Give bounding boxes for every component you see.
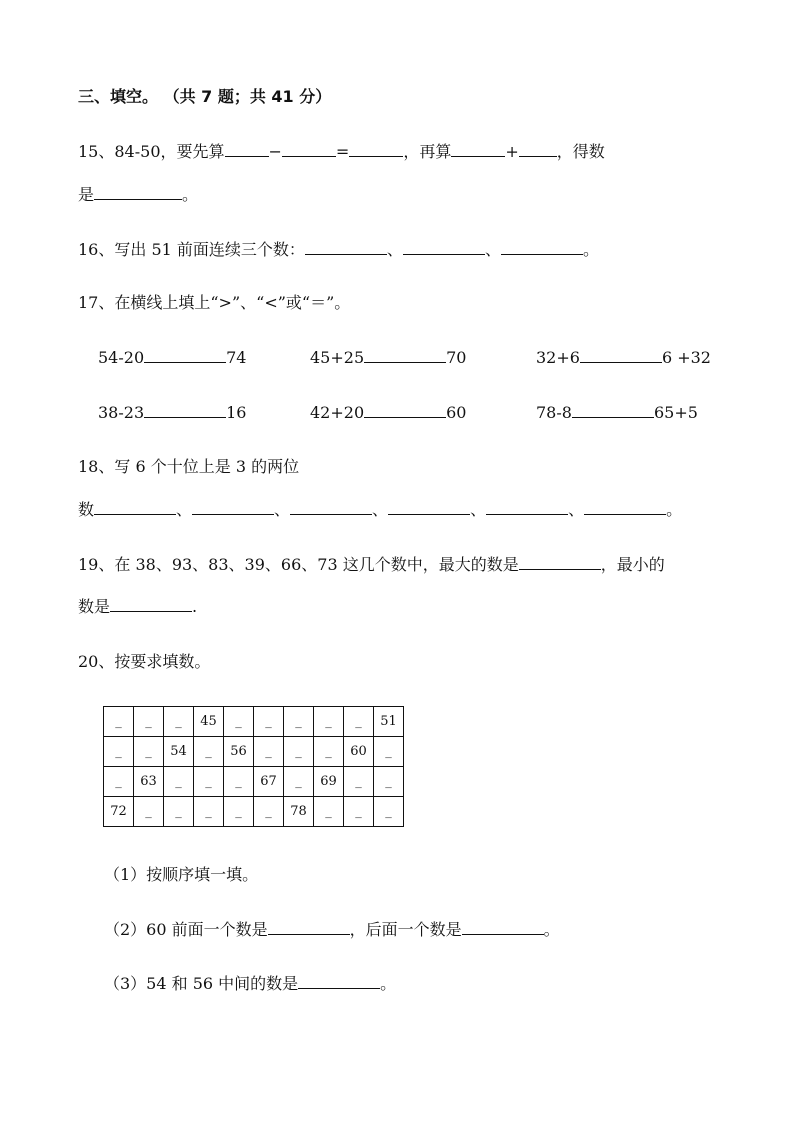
grid-cell[interactable]: _ <box>344 797 374 827</box>
q17-right: 60 <box>446 403 467 422</box>
q18-text2: 数 <box>78 500 95 519</box>
grid-cell[interactable]: _ <box>374 737 404 767</box>
q19-end: . <box>192 597 198 616</box>
question-15-line2 <box>78 184 198 206</box>
grid-cell[interactable]: _ <box>164 797 194 827</box>
question-19-line2 <box>78 596 197 618</box>
q20-text: 按要求填数。 <box>114 652 211 671</box>
section-heading: 三、填空。 （共 7 题；共 41 分） <box>78 87 332 106</box>
question-17 <box>78 292 350 314</box>
grid-cell[interactable]: _ <box>314 737 344 767</box>
grid-cell[interactable]: _ <box>104 737 134 767</box>
q17-blank[interactable] <box>144 347 226 363</box>
q15-blank-2[interactable] <box>282 141 336 157</box>
grid-row <box>104 767 404 797</box>
grid-cell: 54 <box>164 737 194 767</box>
grid-cell[interactable]: _ <box>284 767 314 797</box>
grid-cell: 51 <box>374 707 404 737</box>
q18-blank[interactable] <box>486 499 568 515</box>
q17-blank[interactable] <box>364 347 446 363</box>
q17-item <box>310 402 466 424</box>
grid-cell[interactable]: _ <box>104 707 134 737</box>
grid-cell[interactable]: _ <box>164 707 194 737</box>
grid-cell[interactable]: _ <box>374 767 404 797</box>
q15-blank-5[interactable] <box>519 141 557 157</box>
q19-blank-min[interactable] <box>110 596 192 612</box>
grid-cell[interactable]: _ <box>224 767 254 797</box>
q18-blank[interactable] <box>192 499 274 515</box>
grid-cell: 67 <box>254 767 284 797</box>
grid-cell[interactable]: _ <box>224 707 254 737</box>
q15-blank-3[interactable] <box>349 141 403 157</box>
q20-sub-3-text: （3）54 和 56 中间的数是 <box>104 974 299 993</box>
grid-cell[interactable]: _ <box>224 797 254 827</box>
q16-number: 16、 <box>78 240 115 259</box>
q17-blank[interactable] <box>572 402 654 418</box>
q16-sep-1: 、 <box>386 240 403 259</box>
q16-blank-2[interactable] <box>403 239 485 255</box>
q19-blank-max[interactable] <box>519 554 601 570</box>
q16-blank-3[interactable] <box>501 239 583 255</box>
q15-end: 。 <box>182 185 199 204</box>
q17-right: 74 <box>226 348 247 367</box>
q15-text-c: ，得数 <box>556 142 605 161</box>
number-grid <box>103 706 404 827</box>
q17-item <box>536 347 711 369</box>
q20-sub-2-blank-before[interactable] <box>268 919 350 935</box>
q15-minus: − <box>268 142 282 161</box>
grid-cell[interactable]: _ <box>134 707 164 737</box>
question-18-line2 <box>78 499 682 521</box>
grid-cell[interactable]: _ <box>254 737 284 767</box>
grid-cell[interactable]: _ <box>194 737 224 767</box>
grid-cell[interactable]: _ <box>314 707 344 737</box>
grid-row <box>104 737 404 767</box>
q20-sub-2-text-a: （2）60 前面一个数是 <box>104 920 268 939</box>
q15-text-d: 是 <box>78 185 95 204</box>
grid-cell[interactable]: _ <box>284 707 314 737</box>
q20-sub-1 <box>104 864 258 886</box>
q17-right: 16 <box>226 403 247 422</box>
grid-cell[interactable]: _ <box>134 797 164 827</box>
grid-cell[interactable]: _ <box>284 737 314 767</box>
q18-blank[interactable] <box>388 499 470 515</box>
grid-cell[interactable]: _ <box>344 707 374 737</box>
grid-cell: 56 <box>224 737 254 767</box>
grid-cell[interactable]: _ <box>194 767 224 797</box>
grid-row <box>104 707 404 737</box>
q17-text: 在横线上填上“>”、“<”或“＝”。 <box>114 293 351 312</box>
grid-cell[interactable]: _ <box>254 797 284 827</box>
q16-end: 。 <box>582 240 599 259</box>
q17-blank[interactable] <box>580 347 662 363</box>
q17-item <box>310 347 466 369</box>
q18-blank[interactable] <box>290 499 372 515</box>
q18-text: 写 6 个十位上是 3 的两位 <box>114 457 300 476</box>
q15-text-a: 84-50，要先算 <box>114 142 225 161</box>
q17-left: 38-23 <box>98 403 145 422</box>
question-18-line1 <box>78 456 299 478</box>
question-16 <box>78 239 599 261</box>
q15-text-b: ，再算 <box>403 142 452 161</box>
grid-cell[interactable]: _ <box>104 767 134 797</box>
grid-cell[interactable]: _ <box>254 707 284 737</box>
question-20 <box>78 651 210 673</box>
q19-text2: 数是 <box>78 597 111 616</box>
q15-equals: = <box>335 142 350 161</box>
q18-sep: 、 <box>568 500 585 519</box>
q17-left: 78-8 <box>536 403 572 422</box>
q15-blank-1[interactable] <box>225 141 269 157</box>
q20-sub-2-blank-after[interactable] <box>462 919 544 935</box>
question-19-line1 <box>78 554 665 576</box>
grid-cell: 60 <box>344 737 374 767</box>
grid-cell[interactable]: _ <box>134 737 164 767</box>
q18-number: 18、 <box>78 457 115 476</box>
grid-cell[interactable]: _ <box>164 767 194 797</box>
q17-number: 17、 <box>78 293 115 312</box>
grid-cell: 63 <box>134 767 164 797</box>
q15-blank-6[interactable] <box>94 184 182 200</box>
q18-blank[interactable] <box>584 499 666 515</box>
q17-right: 6 +32 <box>661 348 711 367</box>
grid-cell: 69 <box>314 767 344 797</box>
grid-cell: 78 <box>284 797 314 827</box>
grid-row <box>104 797 404 827</box>
q17-item <box>98 402 246 424</box>
q17-left: 45+25 <box>310 348 365 367</box>
q16-text: 写出 51 前面连续三个数： <box>114 240 305 259</box>
q18-end: 。 <box>666 500 683 519</box>
q17-item <box>536 402 698 424</box>
q20-sub-2-end: 。 <box>543 920 560 939</box>
q18-sep: 、 <box>372 500 389 519</box>
q16-blank-1[interactable] <box>305 239 387 255</box>
q17-item <box>98 347 246 369</box>
q19-text-mid: ，最小的 <box>600 555 665 574</box>
question-15-line1 <box>78 141 605 163</box>
q20-sub-1-text: （1）按顺序填一填。 <box>104 865 259 884</box>
q17-right: 65+5 <box>653 403 698 422</box>
grid-cell[interactable]: _ <box>374 797 404 827</box>
q18-blank[interactable] <box>94 499 176 515</box>
q20-sub-2-text-b: ，后面一个数是 <box>349 920 462 939</box>
grid-cell: 72 <box>104 797 134 827</box>
q15-number: 15、 <box>78 142 115 161</box>
q17-right: 70 <box>446 348 467 367</box>
q20-sub-3 <box>104 973 396 995</box>
q17-blank[interactable] <box>364 402 446 418</box>
grid-cell[interactable]: _ <box>344 767 374 797</box>
q15-plus: + <box>505 142 519 161</box>
q20-sub-2 <box>104 919 560 941</box>
q17-left: 42+20 <box>310 403 365 422</box>
q19-number: 19、 <box>78 555 115 574</box>
q20-number: 20、 <box>78 652 115 671</box>
grid-cell: 45 <box>194 707 224 737</box>
q19-text: 在 38、93、83、39、66、73 这几个数中，最大的数是 <box>114 555 519 574</box>
q17-blank[interactable] <box>144 402 226 418</box>
q18-sep: 、 <box>470 500 487 519</box>
q15-blank-4[interactable] <box>451 141 505 157</box>
q20-sub-3-end: 。 <box>380 974 397 993</box>
q18-sep: 、 <box>176 500 193 519</box>
grid-cell[interactable]: _ <box>314 797 344 827</box>
q16-sep-2: 、 <box>484 240 501 259</box>
q17-left: 32+6 <box>536 348 580 367</box>
q20-sub-3-blank[interactable] <box>298 973 380 989</box>
grid-cell[interactable]: _ <box>194 797 224 827</box>
q17-left: 54-20 <box>98 348 145 367</box>
q18-sep: 、 <box>274 500 291 519</box>
